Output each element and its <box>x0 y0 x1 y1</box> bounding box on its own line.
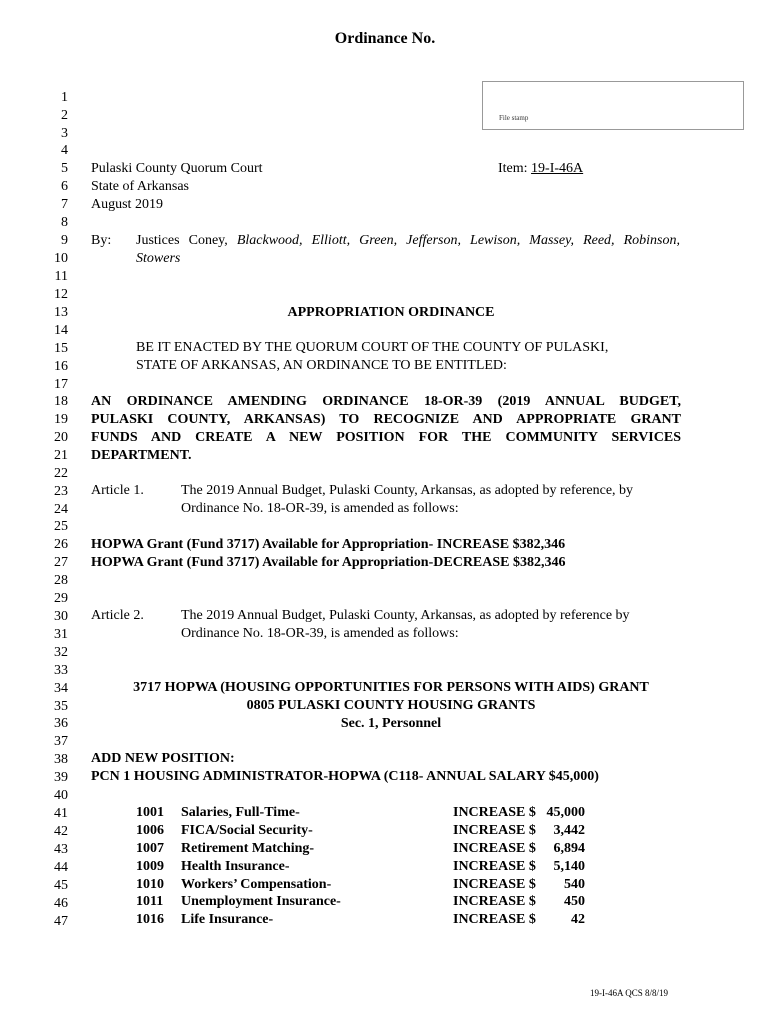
line-number: 16 <box>54 359 68 374</box>
item-description: Unemployment Insurance- <box>181 894 341 909</box>
item-amount: 540 <box>564 877 585 892</box>
line-number: 4 <box>61 143 68 158</box>
file-stamp-label: File stamp <box>499 114 529 122</box>
line-number: 10 <box>54 251 68 266</box>
line-number: 19 <box>54 412 68 427</box>
article-1-label: Article 1. <box>91 483 144 498</box>
add-new-position: ADD NEW POSITION: <box>91 751 235 766</box>
line-number: 37 <box>54 734 68 749</box>
line-number: 23 <box>54 484 68 499</box>
article-2-label: Article 2. <box>91 608 144 623</box>
by-label: By: <box>91 233 112 248</box>
article-2-text: Ordinance No. 18-OR-39, is amended as follows: <box>181 626 459 641</box>
item-amount: 6,894 <box>553 841 585 856</box>
item-description: Retirement Matching- <box>181 841 315 856</box>
section-heading-2: 0805 PULASKI COUNTY HOUSING GRANTS <box>246 698 536 713</box>
item-number <box>498 161 583 177</box>
line-number: 39 <box>54 770 68 785</box>
line-number: 30 <box>54 609 68 624</box>
line-number: 12 <box>54 287 68 302</box>
item-description: FICA/Social Security- <box>181 823 313 838</box>
section-heading-3: Sec. 1, Personnel <box>340 716 442 731</box>
line-number: 8 <box>61 215 68 230</box>
item-description: Salaries, Full-Time- <box>181 805 300 820</box>
ordinance-title-line: PULASKI COUNTY, ARKANSAS) TO RECOGNIZE AND APPROPRIATE GRANT <box>91 412 681 427</box>
item-change: INCREASE $ <box>453 894 536 909</box>
enact-line-2: STATE OF ARKANSAS, AN ORDINANCE TO BE ENTITLED: <box>136 358 507 373</box>
item-code: 1010 <box>136 877 164 892</box>
line-number: 34 <box>54 681 68 696</box>
justices-last: Stowers <box>136 251 181 266</box>
line-number: 1 <box>61 90 68 105</box>
item-value: 19-I-46A <box>531 161 584 176</box>
article-2-text: The 2019 Annual Budget, Pulaski County, Arkansas, as adopted by reference by <box>181 608 630 623</box>
hopwa-decrease: HOPWA Grant (Fund 3717) Available for Appropriation-DECREASE $382,346 <box>91 555 566 570</box>
item-code: 1007 <box>136 841 164 856</box>
item-amount: 3,442 <box>553 823 585 838</box>
item-code: 1011 <box>136 894 164 909</box>
item-change: INCREASE $ <box>453 805 536 820</box>
footer-reference: 19-I-46A QCS 8/8/19 <box>590 988 669 998</box>
line-number: 13 <box>54 305 68 320</box>
line-number: 26 <box>54 537 68 552</box>
item-description: Workers’ Compensation- <box>181 877 332 892</box>
line-number: 5 <box>61 161 68 176</box>
line-number: 18 <box>54 394 68 409</box>
document-date: August 2019 <box>91 197 163 212</box>
state-name: State of Arkansas <box>91 179 189 194</box>
line-number: 27 <box>54 555 68 570</box>
line-number: 35 <box>54 699 68 714</box>
line-number: 22 <box>54 466 68 481</box>
item-amount: 45,000 <box>546 805 585 820</box>
line-number: 9 <box>61 233 68 248</box>
line-number: 3 <box>61 126 68 141</box>
line-number: 47 <box>54 914 68 929</box>
justices-names: Blackwood, Elliott, Green, Jefferson, Lewison, Massey, Reed, Robinson, <box>236 233 681 248</box>
line-number: 20 <box>54 430 68 445</box>
article-1-text: Ordinance No. 18-OR-39, is amended as follows: <box>181 501 459 516</box>
item-change: INCREASE $ <box>453 859 536 874</box>
line-number: 31 <box>54 627 68 642</box>
line-number: 24 <box>54 502 68 517</box>
hopwa-increase: HOPWA Grant (Fund 3717) Available for Appropriation- INCREASE $382,346 <box>91 537 566 552</box>
sponsors-line <box>136 233 680 249</box>
item-change: INCREASE $ <box>453 823 536 838</box>
item-amount: 42 <box>571 912 585 927</box>
ordinance-title-line: AN ORDINANCE AMENDING ORDINANCE 18-OR-39 (2019 ANNUAL BUDGET, <box>91 394 681 409</box>
line-number: 44 <box>54 860 68 875</box>
line-number: 21 <box>54 448 68 463</box>
item-description: Life Insurance- <box>181 912 274 927</box>
ordinance-title-line: DEPARTMENT. <box>91 448 192 463</box>
position-pcn: PCN 1 HOUSING ADMINISTRATOR-HOPWA (C118- ANNUAL SALARY $45,000) <box>91 769 599 784</box>
ordinance-heading: APPROPRIATION ORDINANCE <box>287 305 495 320</box>
line-number: 40 <box>54 788 68 803</box>
item-code: 1016 <box>136 912 164 927</box>
line-number: 6 <box>61 179 68 194</box>
line-number: 17 <box>54 377 68 392</box>
article-1-text: The 2019 Annual Budget, Pulaski County, Arkansas, as adopted by reference, by <box>181 483 634 498</box>
item-code: 1006 <box>136 823 164 838</box>
item-amount: 5,140 <box>553 859 585 874</box>
file-stamp-box <box>482 81 744 130</box>
line-number: 11 <box>54 269 68 284</box>
item-label: Item: <box>498 161 528 176</box>
line-number: 33 <box>54 663 68 678</box>
line-number: 36 <box>54 716 68 731</box>
line-number: 2 <box>61 108 68 123</box>
section-heading-1: 3717 HOPWA (HOUSING OPPORTUNITIES FOR PERSONS WITH AIDS) GRANT <box>133 680 649 695</box>
line-number: 25 <box>54 519 68 534</box>
line-number: 14 <box>54 323 68 338</box>
line-number: 7 <box>61 197 68 212</box>
item-description: Health Insurance- <box>181 859 290 874</box>
line-number: 38 <box>54 752 68 767</box>
line-number: 43 <box>54 842 68 857</box>
line-number: 46 <box>54 896 68 911</box>
ordinance-title-line: FUNDS AND CREATE A NEW POSITION FOR THE COMMUNITY SERVICES <box>91 430 681 445</box>
item-change: INCREASE $ <box>453 877 536 892</box>
line-number: 41 <box>54 806 68 821</box>
line-number: 45 <box>54 878 68 893</box>
line-number: 32 <box>54 645 68 660</box>
line-number: 42 <box>54 824 68 839</box>
item-amount: 450 <box>564 894 585 909</box>
enact-line-1: BE IT ENACTED BY THE QUORUM COURT OF THE COUNTY OF PULASKI, <box>136 340 609 355</box>
line-number: 29 <box>54 591 68 606</box>
item-code: 1001 <box>136 805 164 820</box>
court-name: Pulaski County Quorum Court <box>91 161 263 176</box>
page-title: Ordinance No. <box>334 30 436 47</box>
justices-prefix: Justices Coney, <box>136 233 228 248</box>
line-number: 28 <box>54 573 68 588</box>
item-change: INCREASE $ <box>453 841 536 856</box>
item-change: INCREASE $ <box>453 912 536 927</box>
line-number: 15 <box>54 341 68 356</box>
item-code: 1009 <box>136 859 164 874</box>
